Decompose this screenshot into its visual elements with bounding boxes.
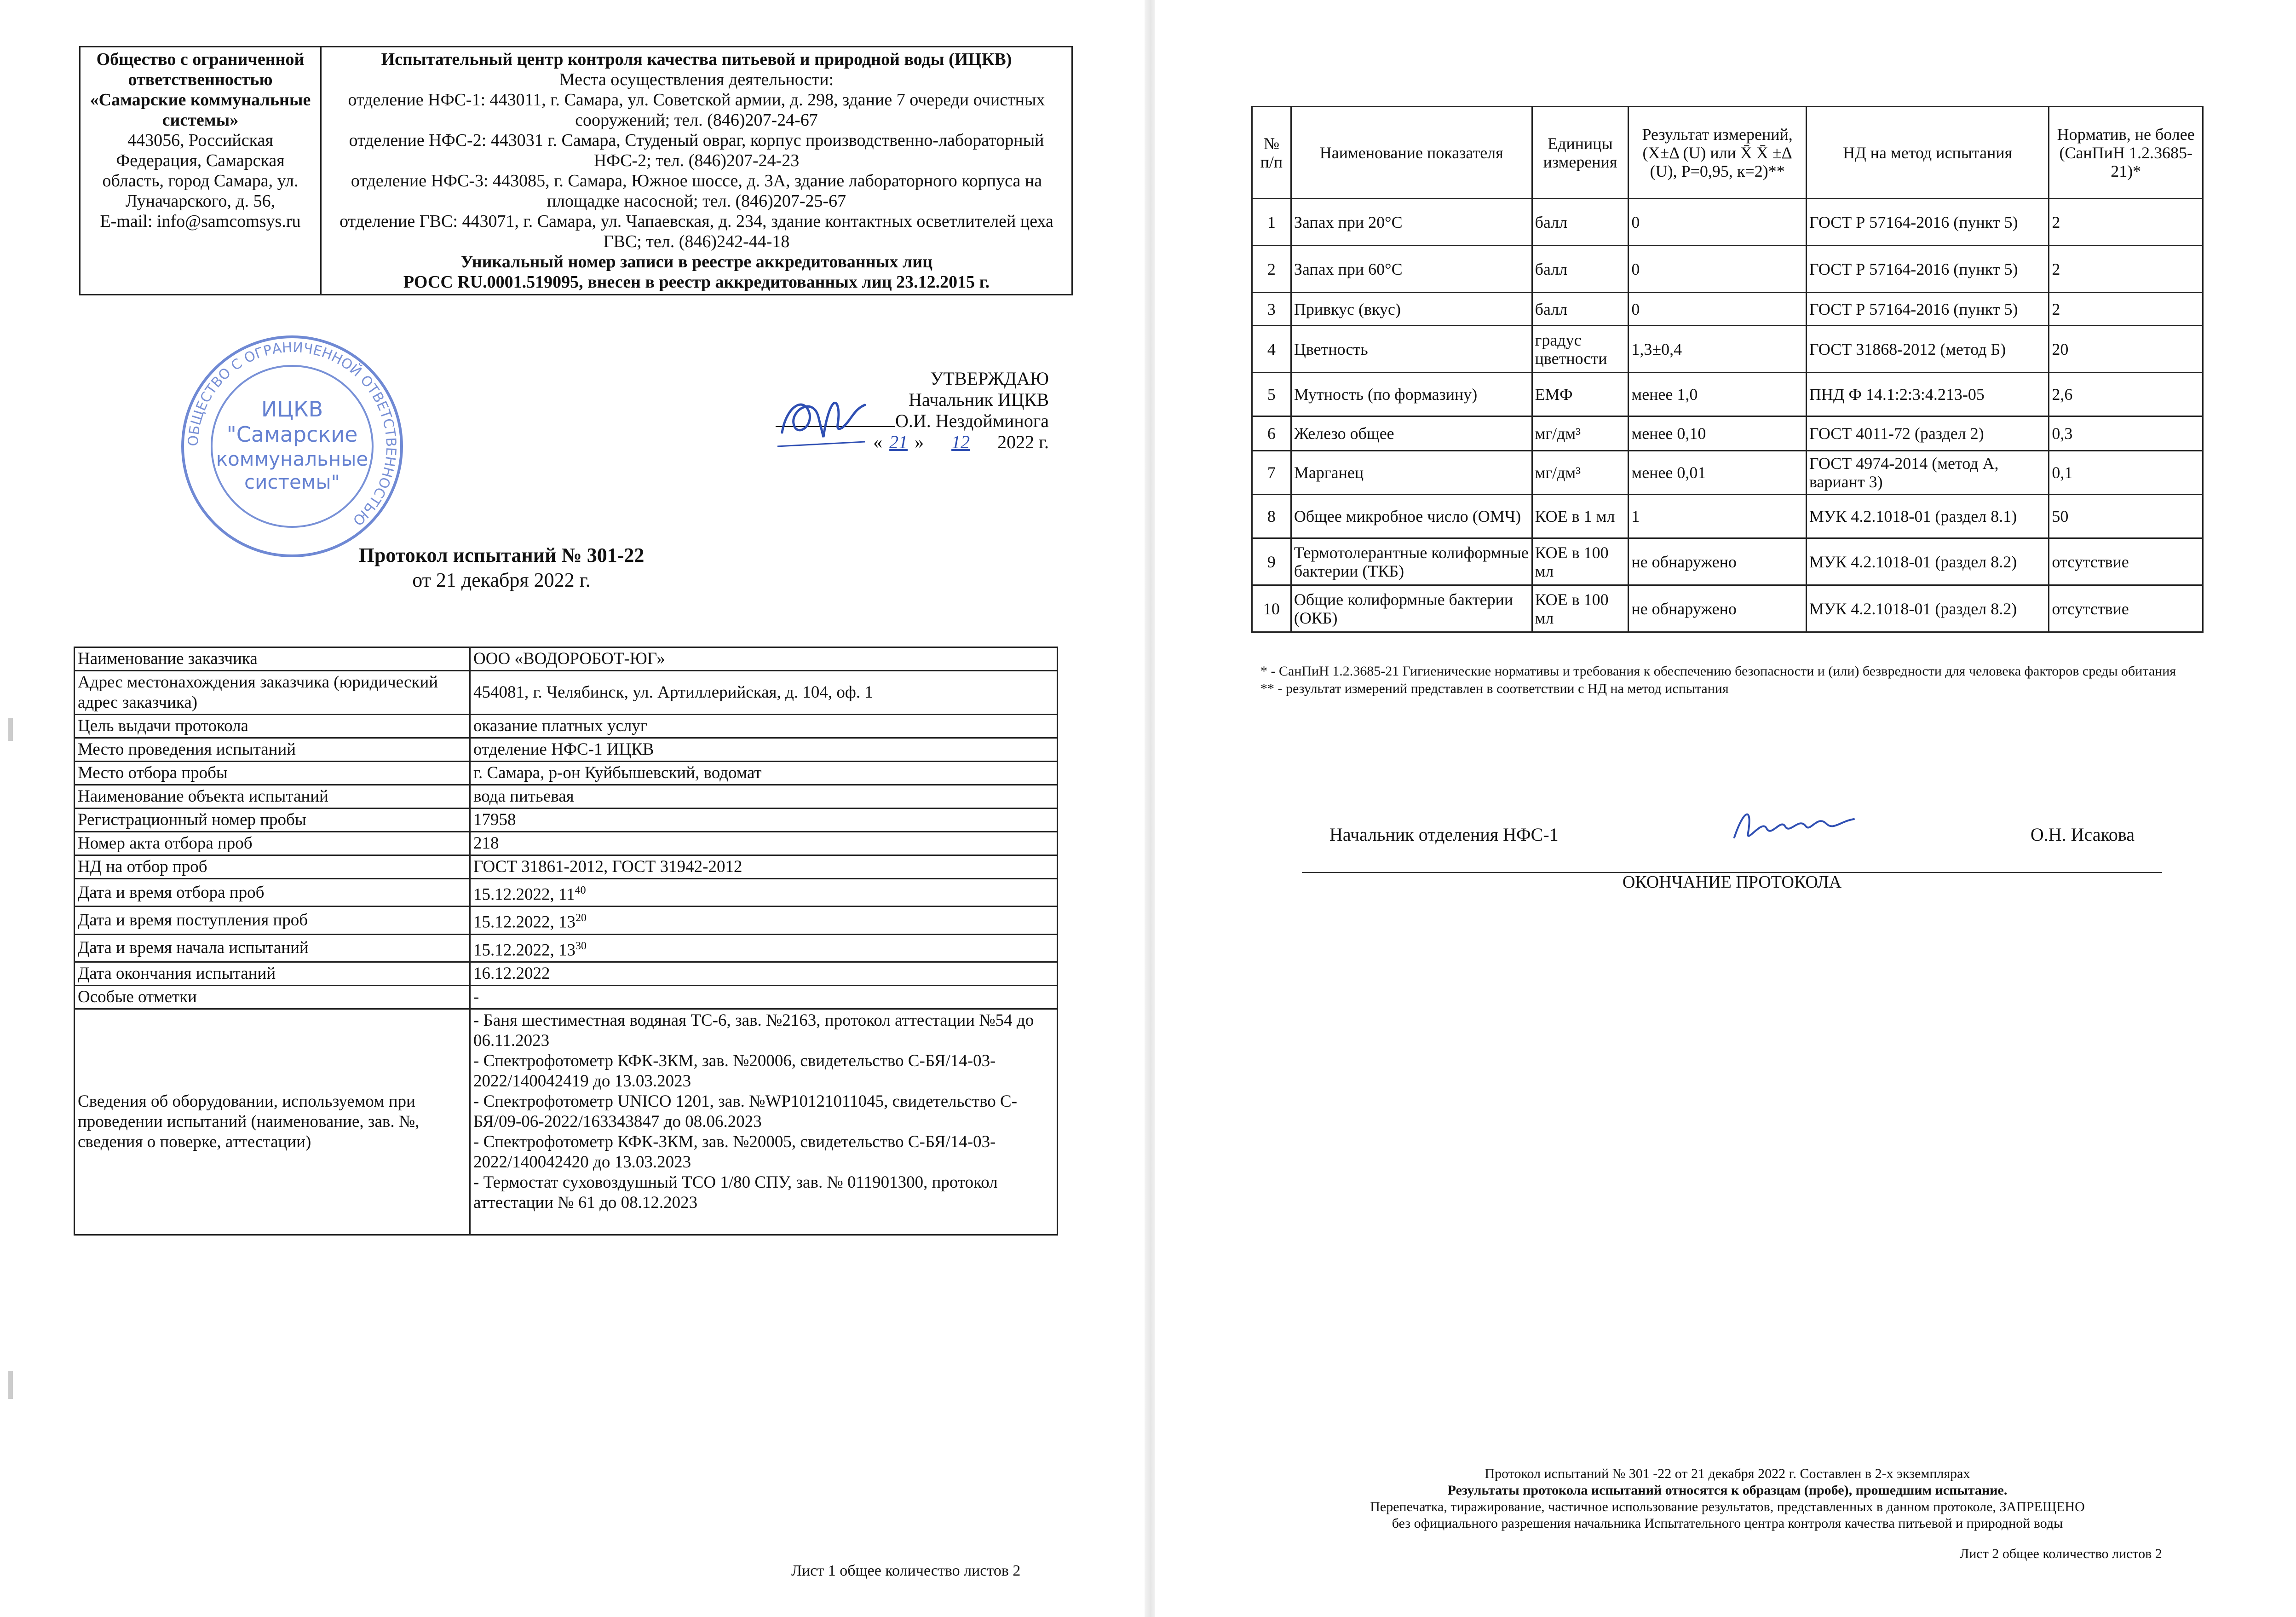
col-method: НД на метод испытания [1806, 107, 2049, 199]
result-unit: мг/дм³ [1532, 416, 1628, 451]
signer-position: Начальник отделения НФС-1 [1329, 824, 1559, 845]
result-row [1252, 246, 2203, 293]
result-n: 8 [1252, 495, 1291, 538]
info-row [75, 715, 1058, 738]
info-row [75, 855, 1058, 879]
result-row [1252, 451, 2203, 495]
result-name: Общее микробное число (ОМЧ) [1291, 495, 1532, 538]
result-name: Цветность [1291, 326, 1532, 373]
bottom-note [1251, 1466, 2204, 1532]
lab-cell [321, 47, 1072, 295]
info-row [75, 879, 1058, 907]
result-row [1252, 585, 2203, 632]
protocol-date: от 21 декабря 2022 г. [412, 569, 591, 591]
info-value: отделение НФС-1 ИЦКВ [470, 738, 1058, 762]
result-norm: 0,1 [2049, 451, 2203, 495]
result-row [1252, 538, 2203, 585]
result-method: ГОСТ 4011-72 (раздел 2) [1806, 416, 2049, 451]
approval-day: 21 [889, 432, 908, 452]
approve-title: УТВЕРЖДАЮ [930, 368, 1049, 389]
bottom-note-2: Результаты протокола испытаний относятся к образцам (пробе), прошедшим испытание. [1447, 1483, 2008, 1498]
col-unit: Единицы измерения [1532, 107, 1628, 199]
result-name: Железо общее [1291, 416, 1532, 451]
stamp-line-3: коммунальные [216, 448, 368, 470]
equipment-item: - Термостат суховоздушный ТСО 1/80 СПУ, зав. № 011901300, протокол аттестации № 61 до 08.12.2023 [473, 1172, 998, 1212]
info-value: г. Самара, р-он Куйбышевский, водомат [470, 762, 1058, 785]
results-header-row [1252, 107, 2203, 199]
result-name: Марганец [1291, 451, 1532, 495]
result-method: ГОСТ Р 57164-2016 (пункт 5) [1806, 293, 2049, 326]
info-row [75, 785, 1058, 808]
bottom-note-1: Протокол испытаний № 301 -22 от 21 декабря 2022 г. Составлен в 2-х экземплярах [1485, 1466, 1970, 1481]
stamp-line-4: системы" [244, 471, 340, 493]
result-row [1252, 199, 2203, 246]
stamp-ring-text: ОБЩЕСТВО С ОГРАНИЧЕННОЙ ОТВЕТСТВЕННОСТЬЮ [185, 339, 399, 529]
info-label: Место отбора пробы [75, 762, 470, 785]
sheet-number-2: Лист 2 общее количество листов 2 [1960, 1546, 2162, 1561]
result-unit: КОЕ в 100 мл [1532, 585, 1628, 632]
info-row [75, 808, 1058, 832]
result-unit: КОЕ в 1 мл [1532, 495, 1628, 538]
equipment-item: - Спектрофотометр КФК-3КМ, зав. №20006, свидетельство С-БЯ/14-03-2022/140042419 до 13.03.2023 [473, 1051, 996, 1091]
result-result: 1 [1628, 495, 1807, 538]
footnotes [1260, 663, 2204, 698]
approver-position: Начальник ИЦКВ [909, 389, 1049, 410]
result-result: 0 [1628, 293, 1807, 326]
info-value: 454081, г. Челябинск, ул. Артиллерийская, д. 104, оф. 1 [470, 671, 1058, 715]
equipment-row [75, 1009, 1058, 1235]
col-norm: Норматив, не более (СанПиН 1.2.3685-21)* [2049, 107, 2203, 199]
result-result: менее 0,10 [1628, 416, 1807, 451]
result-unit: балл [1532, 293, 1628, 326]
result-norm: 2 [2049, 199, 2203, 246]
place-2: отделение НФС-2: 443031 г. Самара, Студеный овраг, корпус производственно-лабораторный НФС-2; тел. (846)207-24-23 [349, 131, 1044, 170]
info-label: Место проведения испытаний [75, 738, 470, 762]
result-method: МУК 4.2.1018-01 (раздел 8.2) [1806, 585, 2049, 632]
lab-name: Испытательный центр контроля качества питьевой и природной воды (ИЦКВ) [381, 50, 1012, 69]
place-1: отделение НФС-1: 443011, г. Самара, ул. Советской армии, д. 298, здание 7 очереди очистных сооружений; тел. (846)207-24-67 [348, 90, 1045, 130]
col-result: Результат измерений, (X±Δ (U) или X̄ X̄ ±Δ (U), P=0,95, к=2)** [1628, 107, 1807, 199]
result-result: менее 0,01 [1628, 451, 1807, 495]
signer-signature [1730, 801, 1859, 851]
info-label: Наименование заказчика [75, 647, 470, 671]
end-of-protocol: ОКОНЧАНИЕ ПРОТОКОЛА [1622, 872, 1842, 892]
result-row [1252, 373, 2203, 416]
result-norm: 0,3 [2049, 416, 2203, 451]
bottom-note-3: Перепечатка, тиражирование, частичное использование результатов, представленных в данном протоколе, ЗАПРЕЩЕНО [1370, 1499, 2085, 1514]
result-method: ПНД Ф 14.1:2:3:4.213-05 [1806, 373, 2049, 416]
info-value: ООО «ВОДОРОБОТ-ЮГ» [470, 647, 1058, 671]
result-result: 0 [1628, 199, 1807, 246]
result-unit: КОЕ в 100 мл [1532, 538, 1628, 585]
bottom-note-4: без официального разрешения начальника Испытательного центра контроля качества питьевой и природной воды [1392, 1516, 2063, 1531]
result-norm: отсутствие [2049, 585, 2203, 632]
info-label: Адрес местонахождения заказчика (юридический адрес заказчика) [75, 671, 470, 715]
result-n: 9 [1252, 538, 1291, 585]
time-minutes: 40 [575, 884, 586, 896]
info-value: ГОСТ 31861-2012, ГОСТ 31942-2012 [470, 855, 1058, 879]
result-result: не обнаружено [1628, 538, 1807, 585]
result-unit: мг/дм³ [1532, 451, 1628, 495]
info-row [75, 934, 1058, 962]
org-name: Общество с ограниченной ответственностью «Самарские коммунальные системы» [90, 50, 311, 130]
result-unit: балл [1532, 199, 1628, 246]
info-value: вода питьевая [470, 785, 1058, 808]
info-label: Наименование объекта испытаний [75, 785, 470, 808]
result-name: Мутность (по формазину) [1291, 373, 1532, 416]
result-method: ГОСТ 4974-2014 (метод А, вариант 3) [1806, 451, 2049, 495]
info-row [75, 647, 1058, 671]
result-result: не обнаружено [1628, 585, 1807, 632]
protocol-title: Протокол испытаний № 301-22 [358, 544, 644, 566]
approver-signature [773, 377, 874, 456]
registry-line-2: РОСС RU.0001.519095, внесен в реестр аккредитованных лиц 23.12.2015 г. [403, 272, 990, 292]
result-name: Общие колиформные бактерии (ОКБ) [1291, 585, 1532, 632]
equipment-item: - Баня шестиместная водяная ТС-6, зав. №2163, протокол аттестации №54 до 06.11.2023 [473, 1011, 1034, 1050]
stamp-line-1: ИЦКВ [261, 397, 323, 422]
result-n: 3 [1252, 293, 1291, 326]
approval-month: 12 [951, 432, 970, 452]
info-label: Регистрационный номер пробы [75, 808, 470, 832]
info-row [75, 762, 1058, 785]
col-indicator: Наименование показателя [1291, 107, 1532, 199]
info-value: - [470, 985, 1058, 1009]
result-norm: 2,6 [2049, 373, 2203, 416]
result-method: МУК 4.2.1018-01 (раздел 8.2) [1806, 538, 2049, 585]
result-method: ГОСТ Р 57164-2016 (пункт 5) [1806, 246, 2049, 293]
result-norm: 2 [2049, 246, 2203, 293]
result-norm: 50 [2049, 495, 2203, 538]
result-norm: отсутствие [2049, 538, 2203, 585]
approval-year: 2022 г. [997, 432, 1049, 452]
result-result: 0 [1628, 246, 1807, 293]
signer-name: О.Н. Исакова [2030, 824, 2135, 845]
info-row [75, 671, 1058, 715]
result-n: 2 [1252, 246, 1291, 293]
result-n: 4 [1252, 326, 1291, 373]
info-row [75, 985, 1058, 1009]
time-minutes: 30 [575, 940, 587, 952]
sample-info-table [74, 647, 1058, 1236]
info-value: 15.12.2022, $13^{20}$ [470, 907, 1058, 934]
seal-stamp [177, 331, 407, 561]
result-unit: ЕМФ [1532, 373, 1628, 416]
sheet-number: Лист 1 общее количество листов 2 [791, 1562, 1021, 1579]
stamp-line-2: "Самарские [226, 422, 358, 447]
info-label: Дата окончания испытаний [75, 962, 470, 985]
footnote-2: ** - результат измерений представлен в соответствии с НД на метод испытания [1260, 681, 1729, 696]
header-table [79, 46, 1073, 295]
info-value: оказание платных услуг [470, 715, 1058, 738]
protocol-heading [294, 543, 708, 593]
footnote-1: * - СанПиН 1.2.3685-21 Гигиенические нормативы и требования к обеспечению безопасности и (или) безвредности для человека факторов среды обитания [1260, 664, 2176, 679]
result-name: Запах при 20°С [1291, 199, 1532, 246]
result-result: 1,3±0,4 [1628, 326, 1807, 373]
info-label: Дата и время отбора проб [75, 879, 470, 907]
result-norm: 20 [2049, 326, 2203, 373]
equipment-item: - Спектрофотометр КФК-3КМ, зав. №20005, свидетельство С-БЯ/14-03-2022/140042420 до 13.03.2023 [473, 1132, 996, 1172]
result-n: 10 [1252, 585, 1291, 632]
info-value: 16.12.2022 [470, 962, 1058, 985]
result-n: 7 [1252, 451, 1291, 495]
org-email: E-mail: info@samcomsys.ru [100, 212, 301, 231]
result-method: ГОСТ 31868-2012 (метод Б) [1806, 326, 2049, 373]
info-row [75, 907, 1058, 934]
place-4: отделение ГВС: 443071, г. Самара, ул. Чапаевская, д. 234, здание контактных осветлителей цеха ГВС; тел. (846)242-44-18 [340, 212, 1053, 251]
place-3: отделение НФС-3: 443085, г. Самара, Южное шоссе, д. 3А, здание лабораторного корпуса на площадке насосной; тел. (846)207-25-67 [351, 171, 1042, 211]
result-unit: балл [1532, 246, 1628, 293]
org-cell [80, 47, 321, 295]
info-value: 15.12.2022, $13^{30}$ [470, 934, 1058, 962]
results-table [1251, 106, 2204, 633]
scan-mark [8, 1371, 13, 1399]
result-unit: градус цветности [1532, 326, 1628, 373]
equipment-list [470, 1009, 1058, 1235]
result-name: Привкус (вкус) [1291, 293, 1532, 326]
result-n: 1 [1252, 199, 1291, 246]
result-n: 5 [1252, 373, 1291, 416]
info-label: Особые отметки [75, 985, 470, 1009]
scan-mark [8, 718, 13, 741]
info-label: Номер акта отбора проб [75, 832, 470, 855]
approver-name: О.И. Нездойминога [895, 410, 1049, 431]
result-name: Запах при 60°С [1291, 246, 1532, 293]
places-title: Места осуществления деятельности: [559, 70, 834, 89]
info-value: 17958 [470, 808, 1058, 832]
col-number: № п/п [1252, 107, 1291, 199]
result-row [1252, 293, 2203, 326]
info-label: Дата и время начала испытаний [75, 934, 470, 962]
result-row [1252, 416, 2203, 451]
info-label: Дата и время поступления проб [75, 907, 470, 934]
equipment-label: Сведения об оборудовании, используемом при проведении испытаний (наименование, зав. №, сведения о поверке, аттестации) [75, 1009, 470, 1235]
result-name: Термотолерантные колиформные бактерии (ТКБ) [1291, 538, 1532, 585]
info-value: 218 [470, 832, 1058, 855]
result-method: МУК 4.2.1018-01 (раздел 8.1) [1806, 495, 2049, 538]
info-row [75, 832, 1058, 855]
registry-line-1: Уникальный номер записи в реестре аккредитованных лиц [460, 252, 933, 271]
info-label: Цель выдачи протокола [75, 715, 470, 738]
info-label: НД на отбор проб [75, 855, 470, 879]
time-minutes: 20 [575, 912, 587, 924]
info-value: 15.12.2022, $11^{40}$ [470, 879, 1058, 907]
result-row [1252, 326, 2203, 373]
approval-date: « 21 » 12 2022 г. [873, 432, 1049, 452]
result-norm: 2 [2049, 293, 2203, 326]
result-n: 6 [1252, 416, 1291, 451]
info-row [75, 738, 1058, 762]
result-method: ГОСТ Р 57164-2016 (пункт 5) [1806, 199, 2049, 246]
result-result: менее 1,0 [1628, 373, 1807, 416]
equipment-item: - Спектрофотометр UNICO 1201, зав. №WP10121011045, свидетельство С-БЯ/09-06-2022/163343847 до 08.06.2023 [473, 1091, 1018, 1131]
result-row [1252, 495, 2203, 538]
info-row [75, 962, 1058, 985]
org-address: 443056, Российская Федерация, Самарская область, город Самара, ул. Луначарского, д. 56, [102, 131, 299, 211]
